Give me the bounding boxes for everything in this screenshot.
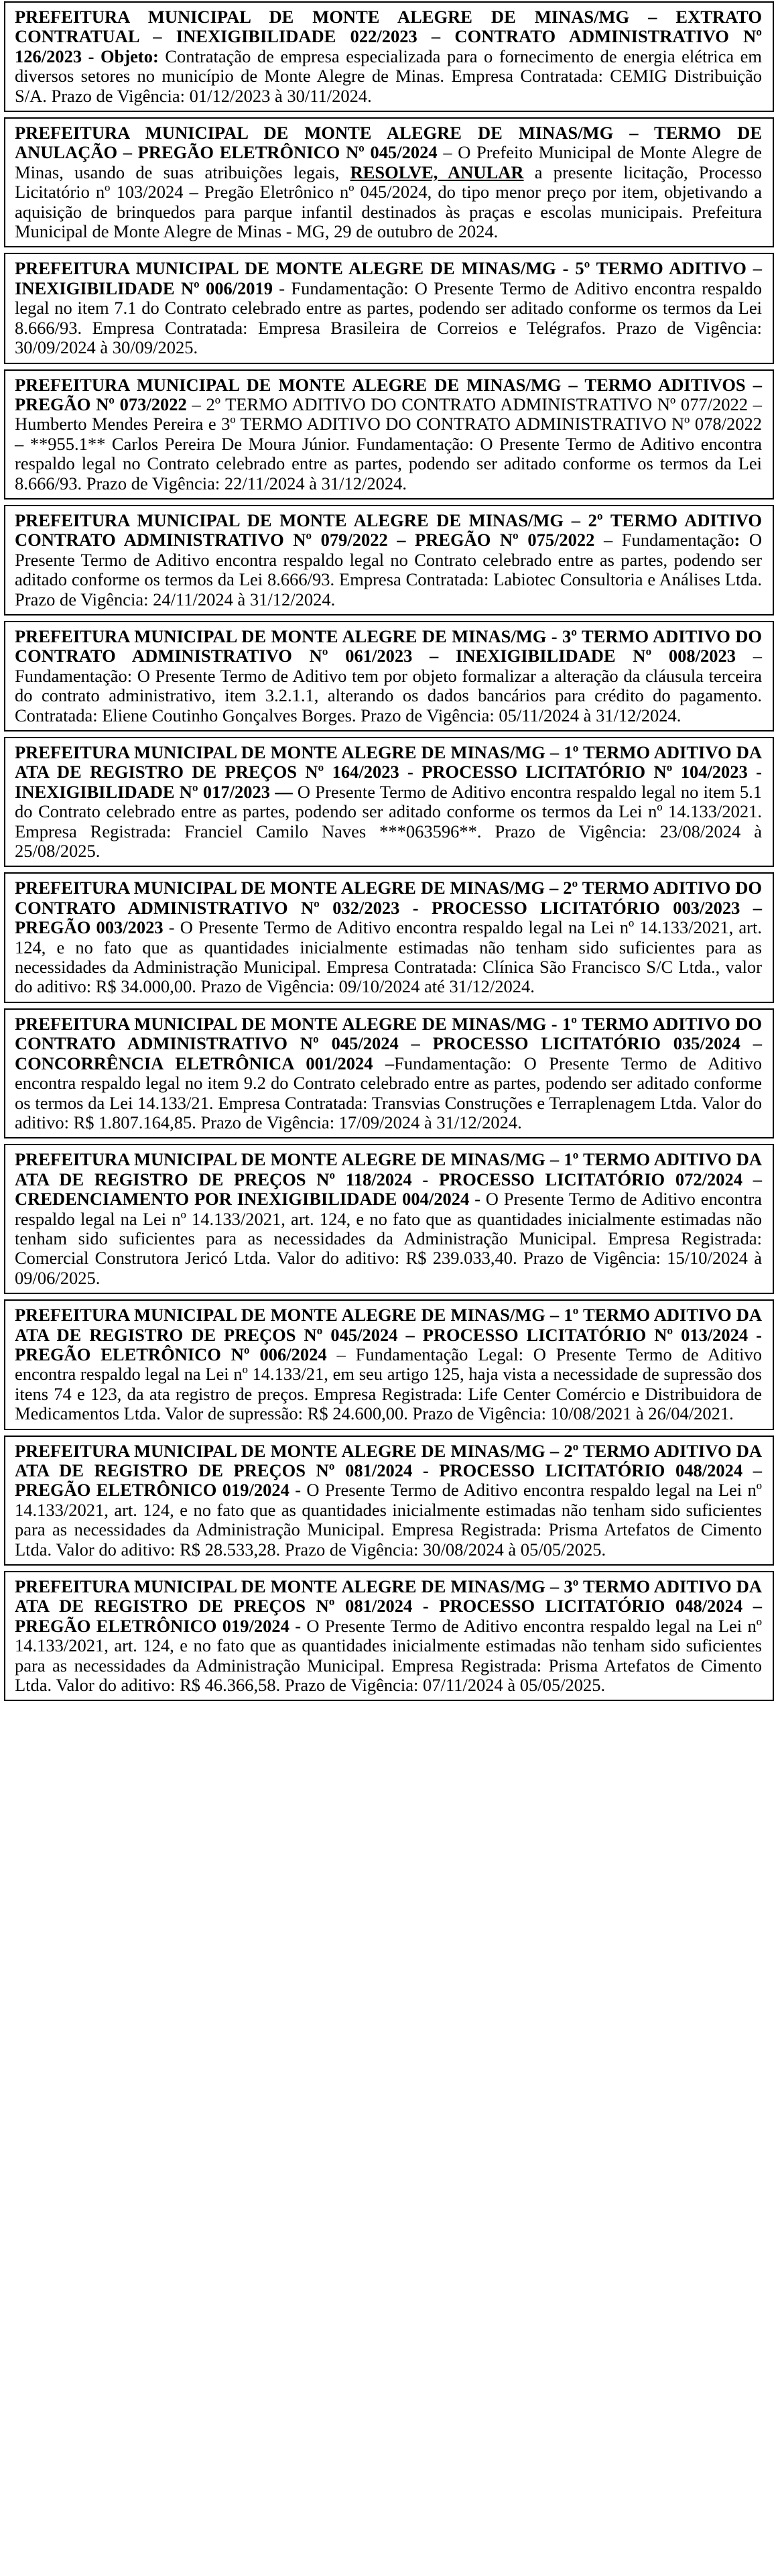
notice-heading: PREFEITURA MUNICIPAL DE MONTE ALEGRE DE MINAS/MG – 1º TERMO ADITIVO DA ATA DE REGISTRO DE PREÇOS Nº 164/2023 - PROCESSO LICITATÓRIO Nº 104/2023 - INEXIGIBILIDADE Nº 017/2023 —	[15, 742, 762, 802]
notice-body: – Fundamentação Legal: O Presente Termo de Aditivo encontra respaldo legal na Lei nº 14.133/21, em seu artigo 125, haja vista a necessidade de supressão dos itens 74 e 123, da ata registro de preços. Empresa Registrada: Life Center Comércio e Distribuidora de Medicamentos Ltda. Valor de supressão: R$ 24.600,00. Prazo de Vigência: 10/08/2021 à 26/04/2021.	[15, 1344, 763, 1424]
notice-heading: PREFEITURA MUNICIPAL DE MONTE ALEGRE DE MINAS/MG – 1º TERMO ADITIVO DA ATA DE REGISTRO DE PREÇOS Nº 045/2024 – PROCESSO LICITATÓRIO Nº 013/2024 - PREGÃO ELETRÔNICO Nº 006/2024	[15, 1305, 762, 1364]
notice-body: – O Prefeito Municipal de Monte Alegre de Minas, usando de suas atribuições legais,	[15, 142, 763, 182]
notice-heading: PREFEITURA MUNICIPAL DE MONTE ALEGRE DE MINAS/MG – 2º TERMO ADITIVO DA ATA DE REGISTRO DE PREÇOS Nº 081/2024 - PROCESSO LICITATÓRIO 048/2024 – PREGÃO ELETRÔNICO 019/2024	[15, 1440, 762, 1501]
notice-body-continued: O Presente Termo de Aditivo encontra respaldo legal no Contrato celebrado entre as partes, podendo ser aditado conforme os termos da Lei 8.666/93. Empresa Contratada: Labiotec Consultoria e Análises Ltda. Prazo de Vigência: 24/11/2024 à 31/12/2024.	[15, 530, 762, 609]
notice-2-termo-aditivo-prisma	[4, 1436, 774, 1566]
notice-heading: PREFEITURA MUNICIPAL DE MONTE ALEGRE DE MINAS/MG – EXTRATO CONTRATUAL – INEXIGIBILIDADE 022/2023 – CONTRATO ADMINISTRATIVO Nº 126/2023 - Objeto:	[15, 7, 762, 66]
notice-extrato-contratual	[4, 1, 774, 112]
notice-body: - O Presente Termo de Aditivo encontra respaldo legal na Lei nº 14.133/2021, art. 124, e no fato que as quantidades inicialmente estimadas não tenham sido suficientes para as necessidades da Administração Municipal. Empresa Registrada: Prisma Artefatos de Cimento Ltda. Valor do aditivo: R$ 46.366,58. Prazo de Vigência: 07/11/2024 à 05/05/2025.	[15, 1615, 762, 1696]
notice-body: Contratação de empresa especializada para o fornecimento de energia elétrica em diversos setores no município de Monte Alegre de Minas. Empresa Contratada: CEMIG Distribuição S/A. Prazo de Vigência: 01/12/2023 à 30/11/2024.	[15, 46, 762, 106]
notice-3-termo-aditivo-prisma	[4, 1571, 774, 1701]
notice-body: – Fundamentação	[594, 530, 734, 550]
notice-termo-aditivos-pregao-073	[4, 369, 774, 500]
notice-body: - O Presente Termo de Aditivo encontra respaldo legal na Lei nº 14.133/2021, art. 124, e no fato que as quantidades inicialmente estimadas não tenham sido suficientes para as necessidades da Administração Municipal. Empresa Registrada: Prisma Artefatos de Cimento Ltda. Valor do aditivo: R$ 28.533,28. Prazo de Vigência: 30/08/2024 à 05/05/2025.	[15, 1480, 762, 1560]
notice-body: - O Presente Termo de Aditivo encontra respaldo legal na Lei nº 14.133/2021, art. 124, e no fato que as quantidades inicialmente estimadas não tenham sido suficientes para as necessidades da Administração Municipal. Empresa Contratada: Clínica São Francisco S/C Ltda., valor do aditivo: R$ 34.000,00. Prazo de Vigência: 09/10/2024 até 31/12/2024.	[15, 917, 762, 997]
notice-1-termo-aditivo-life-center	[4, 1299, 774, 1429]
notice-heading: PREFEITURA MUNICIPAL DE MONTE ALEGRE DE MINAS/MG – TERMO DE ANULAÇÃO – PREGÃO ELETRÔNICO Nº 045/2024	[15, 123, 762, 163]
notice-body: Fundamentação: O Presente Termo de Aditivo encontra respaldo legal no item 9.2 do Contrato celebrado entre as partes, podendo ser aditado conforme os termos da Lei 14.133/21. Empresa Contratada: Transvias Construções e Terraplenagem Ltda. Valor do aditivo: R$ 1.807.164,85. Prazo de Vigência: 17/09/2024 à 31/12/2024.	[15, 1053, 762, 1132]
notice-body: - Fundamentação: O Presente Termo de Aditivo encontra respaldo legal no item 7.1 do Contrato celebrado entre as partes, podendo ser aditado conforme os termos da Lei 8.666/93. Empresa Contratada: Empresa Brasileira de Correios e Telégrafos. Prazo de Vigência: 30/09/2024 à 30/09/2025.	[15, 278, 763, 358]
notice-resolve-anular: RESOLVE, ANULAR	[350, 162, 524, 182]
notice-2-termo-aditivo-clinica	[4, 872, 774, 1002]
notice-heading: PREFEITURA MUNICIPAL DE MONTE ALEGRE DE MINAS/MG – TERMO ADITIVOS – PREGÃO Nº 073/2022	[15, 374, 762, 414]
notice-5-termo-aditivo-correios	[4, 253, 774, 363]
notice-1-termo-aditivo-ata-164	[4, 737, 774, 867]
notice-body: - O Presente Termo de Aditivo encontra respaldo legal na Lei nº 14.133/2021, art. 124, e no fato que as quantidades inicialmente estimadas não tenham sido suficientes para as necessidades da Administração Municipal. Empresa Registrada: Comercial Construtora Jericó Ltda. Valor do aditivo: R$ 239.033,40. Prazo de Vigência: 15/10/2024 à 09/06/2025.	[15, 1189, 762, 1288]
notice-termo-anulacao	[4, 117, 774, 247]
notice-heading: PREFEITURA MUNICIPAL DE MONTE ALEGRE DE MINAS/MG – 2º TERMO ADITIVO DO CONTRATO ADMINISTRATIVO Nº 032/2023 - PROCESSO LICITATÓRIO 003/2023 – PREGÃO 003/2023	[15, 878, 762, 938]
notice-colon: :	[734, 530, 740, 550]
notice-heading: PREFEITURA MUNICIPAL DE MONTE ALEGRE DE MINAS/MG – 3º TERMO ADITIVO DA ATA DE REGISTRO DE PREÇOS Nº 081/2024 - PROCESSO LICITATÓRIO 048/2024 – PREGÃO ELETRÔNICO 019/2024	[15, 1576, 762, 1636]
notice-2-termo-aditivo-labiotec	[4, 505, 774, 616]
notice-body: – Fundamentação: O Presente Termo de Aditivo tem por objeto formalizar a alteração da cláusula terceira do contrato administrativo, item 3.2.1.1, alterando os dados bancários para crédito do pagamento. Contratada: Eliene Coutinho Gonçalves Borges. Prazo de Vigência: 05/11/2024 à 31/12/2024.	[15, 646, 762, 725]
notice-heading: PREFEITURA MUNICIPAL DE MONTE ALEGRE DE MINAS/MG - 1º TERMO ADITIVO DO CONTRATO ADMINISTRATIVO Nº 045/2024 – PROCESSO LICITATÓRIO 035/2024 – CONCORRÊNCIA ELETRÔNICA 001/2024 –	[15, 1013, 762, 1073]
notice-body: – 2º TERMO ADITIVO DO CONTRATO ADMINISTRATIVO Nº 077/2022 – Humberto Mendes Pereira e 3º TERMO ADITIVO DO CONTRATO ADMINISTRATIVO Nº 078/2022 – **955.1** Carlos Pereira De Moura Júnior. Fundamentação: O Presente Termo de Aditivo encontra respaldo legal no Contrato celebrado entre as partes, podendo ser aditado conforme os termos da Lei 8.666/93. Prazo de Vigência: 22/11/2024 à 31/12/2024.	[15, 394, 762, 493]
notice-3-termo-aditivo-eliene	[4, 621, 774, 731]
notice-1-termo-aditivo-transvias	[4, 1008, 774, 1138]
notice-heading: PREFEITURA MUNICIPAL DE MONTE ALEGRE DE MINAS/MG - 3º TERMO ADITIVO DO CONTRATO ADMINISTRATIVO Nº 061/2023 – INEXIGIBILIDADE Nº 008/2023	[15, 626, 762, 666]
notice-body-continued: a presente licitação, Processo Licitatório nº 103/2024 – Pregão Eletrônico nº 045/2024, do tipo menor preço por item, objetivando a aquisição de brinquedos para parque infantil destinados às praças e escolas municipais. Prefeitura Municipal de Monte Alegre de Minas - MG, 29 de outubro de 2024.	[15, 162, 763, 242]
notice-heading: PREFEITURA MUNICIPAL DE MONTE ALEGRE DE MINAS/MG – 2º TERMO ADITIVO CONTRATO ADMINISTRATIVO Nº 079/2022 – PREGÃO Nº 075/2022	[15, 510, 762, 550]
notice-heading: PREFEITURA MUNICIPAL DE MONTE ALEGRE DE MINAS/MG - 5º TERMO ADITIVO – INEXIGIBILIDADE Nº 006/2019	[15, 258, 762, 298]
notice-heading: PREFEITURA MUNICIPAL DE MONTE ALEGRE DE MINAS/MG – 1º TERMO ADITIVO DA ATA DE REGISTRO DE PREÇOS Nº 118/2024 - PROCESSO LICITATÓRIO 072/2024 – CREDENCIAMENTO POR INEXIGIBILIDADE 004/2024	[15, 1149, 762, 1210]
notice-1-termo-aditivo-jerico	[4, 1144, 774, 1294]
notice-body: O Presente Termo de Aditivo encontra respaldo legal no item 5.1 do Contrato celebrado entre as partes, podendo ser aditado conforme os termos da Lei nº 14.133/2021. Empresa Registrada: Franciel Camilo Naves ***063596**. Prazo de Vigência: 23/08/2024 à 25/08/2025.	[15, 781, 763, 862]
